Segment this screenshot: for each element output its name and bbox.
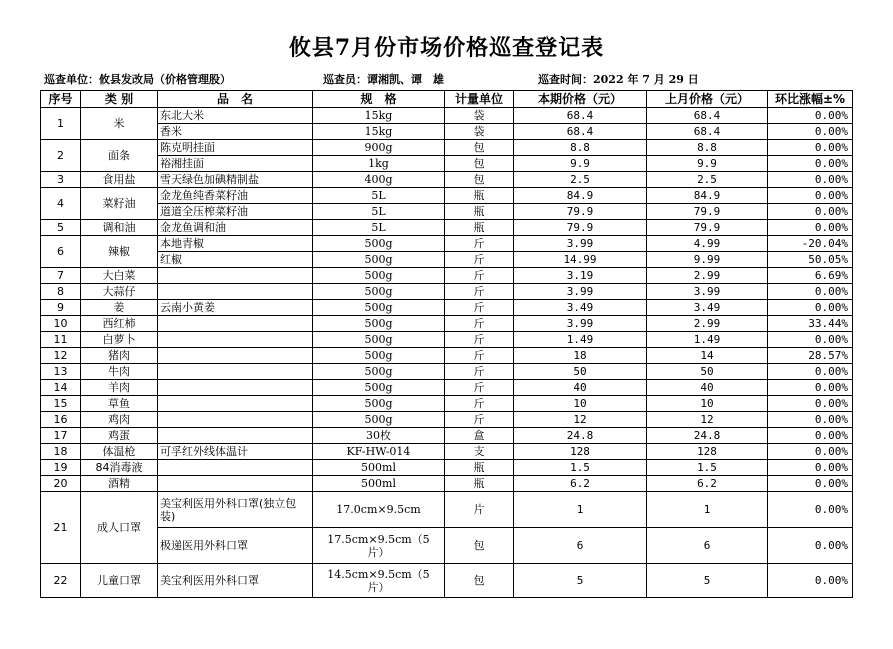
row-last-month-price: 6 bbox=[647, 528, 768, 564]
row-change-pct: 0.00% bbox=[768, 460, 853, 476]
table-row bbox=[41, 444, 853, 460]
row-last-month-price: 79.9 bbox=[647, 204, 768, 220]
row-category: 羊肉 bbox=[81, 380, 158, 396]
row-product-name: 云南小黄姜 bbox=[158, 300, 313, 316]
row-current-price: 6.2 bbox=[514, 476, 647, 492]
table-row bbox=[41, 412, 853, 428]
row-current-price: 1 bbox=[514, 492, 647, 528]
row-spec: 500g bbox=[313, 364, 445, 380]
row-category: 调和油 bbox=[81, 220, 158, 236]
row-last-month-price: 24.8 bbox=[647, 428, 768, 444]
row-product-name: 本地青椒 bbox=[158, 236, 313, 252]
row-no: 2 bbox=[41, 140, 81, 172]
row-category: 84消毒液 bbox=[81, 460, 158, 476]
row-current-price: 3.99 bbox=[514, 284, 647, 300]
inspection-time-value: 2022 年 7 月 29 日 bbox=[593, 73, 699, 86]
row-product-name bbox=[158, 412, 313, 428]
row-last-month-price: 4.99 bbox=[647, 236, 768, 252]
row-category: 食用盐 bbox=[81, 172, 158, 188]
row-spec: 500g bbox=[313, 412, 445, 428]
row-current-price: 3.49 bbox=[514, 300, 647, 316]
row-spec: 500g bbox=[313, 332, 445, 348]
row-category: 猪肉 bbox=[81, 348, 158, 364]
row-spec: 17.0cm×9.5cm bbox=[313, 492, 445, 528]
row-spec: 1kg bbox=[313, 156, 445, 172]
row-no: 4 bbox=[41, 188, 81, 220]
table-row bbox=[41, 396, 853, 412]
table-row bbox=[41, 380, 853, 396]
row-unit: 支 bbox=[445, 444, 514, 460]
row-change-pct: 0.00% bbox=[768, 124, 853, 140]
row-last-month-price: 50 bbox=[647, 364, 768, 380]
row-change-pct: 0.00% bbox=[768, 156, 853, 172]
row-last-month-price: 84.9 bbox=[647, 188, 768, 204]
row-last-month-price: 2.99 bbox=[647, 316, 768, 332]
row-no: 1 bbox=[41, 108, 81, 140]
row-last-month-price: 1.49 bbox=[647, 332, 768, 348]
row-no: 18 bbox=[41, 444, 81, 460]
row-spec: 500g bbox=[313, 268, 445, 284]
row-product-name: 美宝利医用外科口罩(独立包装) bbox=[158, 492, 313, 528]
row-change-pct: 0.00% bbox=[768, 564, 853, 598]
row-unit: 袋 bbox=[445, 108, 514, 124]
header-product-name: 品 名 bbox=[158, 91, 313, 108]
row-unit: 斤 bbox=[445, 364, 514, 380]
row-change-pct: 0.00% bbox=[768, 428, 853, 444]
row-unit: 包 bbox=[445, 528, 514, 564]
row-product-name bbox=[158, 460, 313, 476]
row-unit: 盒 bbox=[445, 428, 514, 444]
row-change-pct: 0.00% bbox=[768, 396, 853, 412]
row-no: 8 bbox=[41, 284, 81, 300]
row-unit: 包 bbox=[445, 140, 514, 156]
row-spec: 30枚 bbox=[313, 428, 445, 444]
row-unit: 包 bbox=[445, 156, 514, 172]
row-unit: 斤 bbox=[445, 348, 514, 364]
row-no: 10 bbox=[41, 316, 81, 332]
row-no: 11 bbox=[41, 332, 81, 348]
row-last-month-price: 79.9 bbox=[647, 220, 768, 236]
row-spec: 5L bbox=[313, 220, 445, 236]
row-change-pct: 0.00% bbox=[768, 412, 853, 428]
row-unit: 瓶 bbox=[445, 188, 514, 204]
row-product-name: 红椒 bbox=[158, 252, 313, 268]
header-unit: 计量单位 bbox=[445, 91, 514, 108]
row-no: 5 bbox=[41, 220, 81, 236]
row-change-pct: 0.00% bbox=[768, 528, 853, 564]
row-change-pct: 0.00% bbox=[768, 492, 853, 528]
row-no: 14 bbox=[41, 380, 81, 396]
row-category: 辣椒 bbox=[81, 236, 158, 268]
row-category: 酒精 bbox=[81, 476, 158, 492]
row-last-month-price: 3.49 bbox=[647, 300, 768, 316]
row-spec: 500g bbox=[313, 300, 445, 316]
inspector-value: 谭湘凯、谭 雄 bbox=[367, 73, 444, 86]
row-no: 6 bbox=[41, 236, 81, 268]
table-row bbox=[41, 476, 853, 492]
table-row bbox=[41, 528, 853, 564]
table-row bbox=[41, 564, 853, 598]
row-last-month-price: 1.5 bbox=[647, 460, 768, 476]
header-no: 序号 bbox=[41, 91, 81, 108]
inspection-unit-label: 巡查单位： bbox=[44, 73, 99, 86]
header-change-pct: 环比涨幅±% bbox=[768, 91, 853, 108]
row-product-name bbox=[158, 476, 313, 492]
row-category: 大蒜仔 bbox=[81, 284, 158, 300]
row-category: 米 bbox=[81, 108, 158, 140]
row-no: 22 bbox=[41, 564, 81, 598]
row-no: 9 bbox=[41, 300, 81, 316]
table-row bbox=[41, 252, 853, 268]
row-change-pct: 6.69% bbox=[768, 268, 853, 284]
header-last-month-price: 上月价格（元） bbox=[647, 91, 768, 108]
row-current-price: 1.49 bbox=[514, 332, 647, 348]
row-current-price: 68.4 bbox=[514, 108, 647, 124]
row-current-price: 128 bbox=[514, 444, 647, 460]
row-change-pct: 0.00% bbox=[768, 108, 853, 124]
row-category: 白萝卜 bbox=[81, 332, 158, 348]
row-current-price: 8.8 bbox=[514, 140, 647, 156]
row-unit: 袋 bbox=[445, 124, 514, 140]
row-current-price: 84.9 bbox=[514, 188, 647, 204]
table-row bbox=[41, 220, 853, 236]
row-product-name: 可孚红外线体温计 bbox=[158, 444, 313, 460]
row-current-price: 40 bbox=[514, 380, 647, 396]
row-change-pct: 0.00% bbox=[768, 284, 853, 300]
table-row bbox=[41, 172, 853, 188]
row-category: 西红柿 bbox=[81, 316, 158, 332]
row-last-month-price: 8.8 bbox=[647, 140, 768, 156]
row-last-month-price: 2.99 bbox=[647, 268, 768, 284]
row-product-name: 美宝利医用外科口罩 bbox=[158, 564, 313, 598]
row-current-price: 10 bbox=[514, 396, 647, 412]
row-current-price: 2.5 bbox=[514, 172, 647, 188]
row-no: 12 bbox=[41, 348, 81, 364]
row-no: 13 bbox=[41, 364, 81, 380]
row-no: 3 bbox=[41, 172, 81, 188]
table-row bbox=[41, 156, 853, 172]
row-product-name: 东北大米 bbox=[158, 108, 313, 124]
row-product-name: 金龙鱼调和油 bbox=[158, 220, 313, 236]
table-row bbox=[41, 428, 853, 444]
row-product-name bbox=[158, 380, 313, 396]
row-unit: 包 bbox=[445, 564, 514, 598]
row-product-name bbox=[158, 348, 313, 364]
row-unit: 斤 bbox=[445, 316, 514, 332]
row-last-month-price: 1 bbox=[647, 492, 768, 528]
row-product-name bbox=[158, 364, 313, 380]
row-current-price: 68.4 bbox=[514, 124, 647, 140]
row-unit: 斤 bbox=[445, 300, 514, 316]
table-row bbox=[41, 284, 853, 300]
page-title: 攸县7月份市场价格巡查登记表 bbox=[288, 35, 605, 61]
row-change-pct: 28.57% bbox=[768, 348, 853, 364]
row-category: 菜籽油 bbox=[81, 188, 158, 220]
row-product-name bbox=[158, 332, 313, 348]
inspector-label: 巡查员： bbox=[323, 73, 367, 86]
inspection-time bbox=[538, 71, 699, 87]
row-change-pct: 0.00% bbox=[768, 188, 853, 204]
row-unit: 瓶 bbox=[445, 476, 514, 492]
table-row bbox=[41, 348, 853, 364]
row-category: 牛肉 bbox=[81, 364, 158, 380]
row-unit: 斤 bbox=[445, 268, 514, 284]
row-no: 16 bbox=[41, 412, 81, 428]
row-spec: 5L bbox=[313, 204, 445, 220]
row-change-pct: -20.04% bbox=[768, 236, 853, 252]
header-category: 类 别 bbox=[81, 91, 158, 108]
row-change-pct: 0.00% bbox=[768, 172, 853, 188]
row-last-month-price: 5 bbox=[647, 564, 768, 598]
table-row bbox=[41, 204, 853, 220]
row-change-pct: 0.00% bbox=[768, 364, 853, 380]
row-last-month-price: 68.4 bbox=[647, 124, 768, 140]
row-unit: 斤 bbox=[445, 332, 514, 348]
row-spec: 500g bbox=[313, 348, 445, 364]
row-change-pct: 0.00% bbox=[768, 220, 853, 236]
row-product-name: 金龙鱼纯香菜籽油 bbox=[158, 188, 313, 204]
row-spec: 500g bbox=[313, 380, 445, 396]
row-product-name: 陈克明挂面 bbox=[158, 140, 313, 156]
row-spec: KF-HW-014 bbox=[313, 444, 445, 460]
row-spec: 500ml bbox=[313, 460, 445, 476]
row-change-pct: 0.00% bbox=[768, 444, 853, 460]
row-last-month-price: 68.4 bbox=[647, 108, 768, 124]
row-unit: 瓶 bbox=[445, 204, 514, 220]
table-row bbox=[41, 268, 853, 284]
row-unit: 片 bbox=[445, 492, 514, 528]
row-spec: 17.5cm×9.5cm（5片） bbox=[313, 528, 445, 564]
row-unit: 斤 bbox=[445, 412, 514, 428]
row-no: 7 bbox=[41, 268, 81, 284]
row-current-price: 3.19 bbox=[514, 268, 647, 284]
row-product-name bbox=[158, 428, 313, 444]
row-unit: 斤 bbox=[445, 380, 514, 396]
row-unit: 斤 bbox=[445, 236, 514, 252]
row-category: 鸡肉 bbox=[81, 412, 158, 428]
table-row bbox=[41, 108, 853, 124]
row-current-price: 24.8 bbox=[514, 428, 647, 444]
table-row bbox=[41, 300, 853, 316]
row-current-price: 18 bbox=[514, 348, 647, 364]
table-row bbox=[41, 332, 853, 348]
row-current-price: 1.5 bbox=[514, 460, 647, 476]
row-unit: 包 bbox=[445, 172, 514, 188]
price-table bbox=[40, 90, 853, 598]
row-change-pct: 0.00% bbox=[768, 140, 853, 156]
row-last-month-price: 10 bbox=[647, 396, 768, 412]
inspection-time-label: 巡查时间： bbox=[538, 73, 593, 86]
row-product-name bbox=[158, 396, 313, 412]
row-spec: 15kg bbox=[313, 108, 445, 124]
row-no: 20 bbox=[41, 476, 81, 492]
row-last-month-price: 128 bbox=[647, 444, 768, 460]
row-spec: 500g bbox=[313, 316, 445, 332]
row-spec: 500g bbox=[313, 396, 445, 412]
row-current-price: 14.99 bbox=[514, 252, 647, 268]
row-last-month-price: 9.9 bbox=[647, 156, 768, 172]
row-spec: 400g bbox=[313, 172, 445, 188]
table-row bbox=[41, 460, 853, 476]
row-last-month-price: 6.2 bbox=[647, 476, 768, 492]
row-change-pct: 0.00% bbox=[768, 300, 853, 316]
header-spec: 规 格 bbox=[313, 91, 445, 108]
row-change-pct: 0.00% bbox=[768, 476, 853, 492]
row-last-month-price: 14 bbox=[647, 348, 768, 364]
row-product-name: 极递医用外科口罩 bbox=[158, 528, 313, 564]
row-unit: 斤 bbox=[445, 396, 514, 412]
row-no: 15 bbox=[41, 396, 81, 412]
row-product-name: 裕湘挂面 bbox=[158, 156, 313, 172]
table-row bbox=[41, 364, 853, 380]
header-current-price: 本期价格（元） bbox=[514, 91, 647, 108]
row-category: 鸡蛋 bbox=[81, 428, 158, 444]
row-spec: 500g bbox=[313, 252, 445, 268]
row-category: 姜 bbox=[81, 300, 158, 316]
table-row bbox=[41, 124, 853, 140]
row-current-price: 79.9 bbox=[514, 220, 647, 236]
row-change-pct: 0.00% bbox=[768, 380, 853, 396]
row-category: 成人口罩 bbox=[81, 492, 158, 564]
row-last-month-price: 12 bbox=[647, 412, 768, 428]
row-change-pct: 33.44% bbox=[768, 316, 853, 332]
row-spec: 500g bbox=[313, 236, 445, 252]
row-unit: 斤 bbox=[445, 252, 514, 268]
row-current-price: 3.99 bbox=[514, 316, 647, 332]
row-product-name bbox=[158, 316, 313, 332]
row-last-month-price: 2.5 bbox=[647, 172, 768, 188]
row-no: 17 bbox=[41, 428, 81, 444]
row-current-price: 5 bbox=[514, 564, 647, 598]
inspector bbox=[323, 71, 444, 87]
row-spec: 14.5cm×9.5cm（5片） bbox=[313, 564, 445, 598]
row-product-name: 雪天绿色加碘精制盐 bbox=[158, 172, 313, 188]
row-last-month-price: 40 bbox=[647, 380, 768, 396]
row-product-name bbox=[158, 268, 313, 284]
table-header-row bbox=[41, 91, 853, 108]
table-row bbox=[41, 236, 853, 252]
row-current-price: 12 bbox=[514, 412, 647, 428]
table-row bbox=[41, 492, 853, 528]
row-spec: 500ml bbox=[313, 476, 445, 492]
row-current-price: 3.99 bbox=[514, 236, 647, 252]
table-row bbox=[41, 140, 853, 156]
row-unit: 瓶 bbox=[445, 220, 514, 236]
row-current-price: 50 bbox=[514, 364, 647, 380]
row-spec: 900g bbox=[313, 140, 445, 156]
row-product-name: 香米 bbox=[158, 124, 313, 140]
inspection-unit-value: 攸县发改局（价格管理股） bbox=[99, 73, 231, 86]
row-category: 大白菜 bbox=[81, 268, 158, 284]
row-change-pct: 50.05% bbox=[768, 252, 853, 268]
row-no: 21 bbox=[41, 492, 81, 564]
row-current-price: 79.9 bbox=[514, 204, 647, 220]
row-product-name bbox=[158, 284, 313, 300]
row-category: 儿童口罩 bbox=[81, 564, 158, 598]
row-current-price: 6 bbox=[514, 528, 647, 564]
row-product-name: 道道全压榨菜籽油 bbox=[158, 204, 313, 220]
inspection-unit bbox=[44, 71, 231, 87]
table-row bbox=[41, 188, 853, 204]
row-unit: 瓶 bbox=[445, 460, 514, 476]
table-row bbox=[41, 316, 853, 332]
row-last-month-price: 9.99 bbox=[647, 252, 768, 268]
row-category: 体温枪 bbox=[81, 444, 158, 460]
row-current-price: 9.9 bbox=[514, 156, 647, 172]
row-category: 面条 bbox=[81, 140, 158, 172]
row-unit: 斤 bbox=[445, 284, 514, 300]
row-change-pct: 0.00% bbox=[768, 204, 853, 220]
row-no: 19 bbox=[41, 460, 81, 476]
row-spec: 500g bbox=[313, 284, 445, 300]
row-category: 草鱼 bbox=[81, 396, 158, 412]
row-last-month-price: 3.99 bbox=[647, 284, 768, 300]
row-change-pct: 0.00% bbox=[768, 332, 853, 348]
row-spec: 5L bbox=[313, 188, 445, 204]
row-spec: 15kg bbox=[313, 124, 445, 140]
